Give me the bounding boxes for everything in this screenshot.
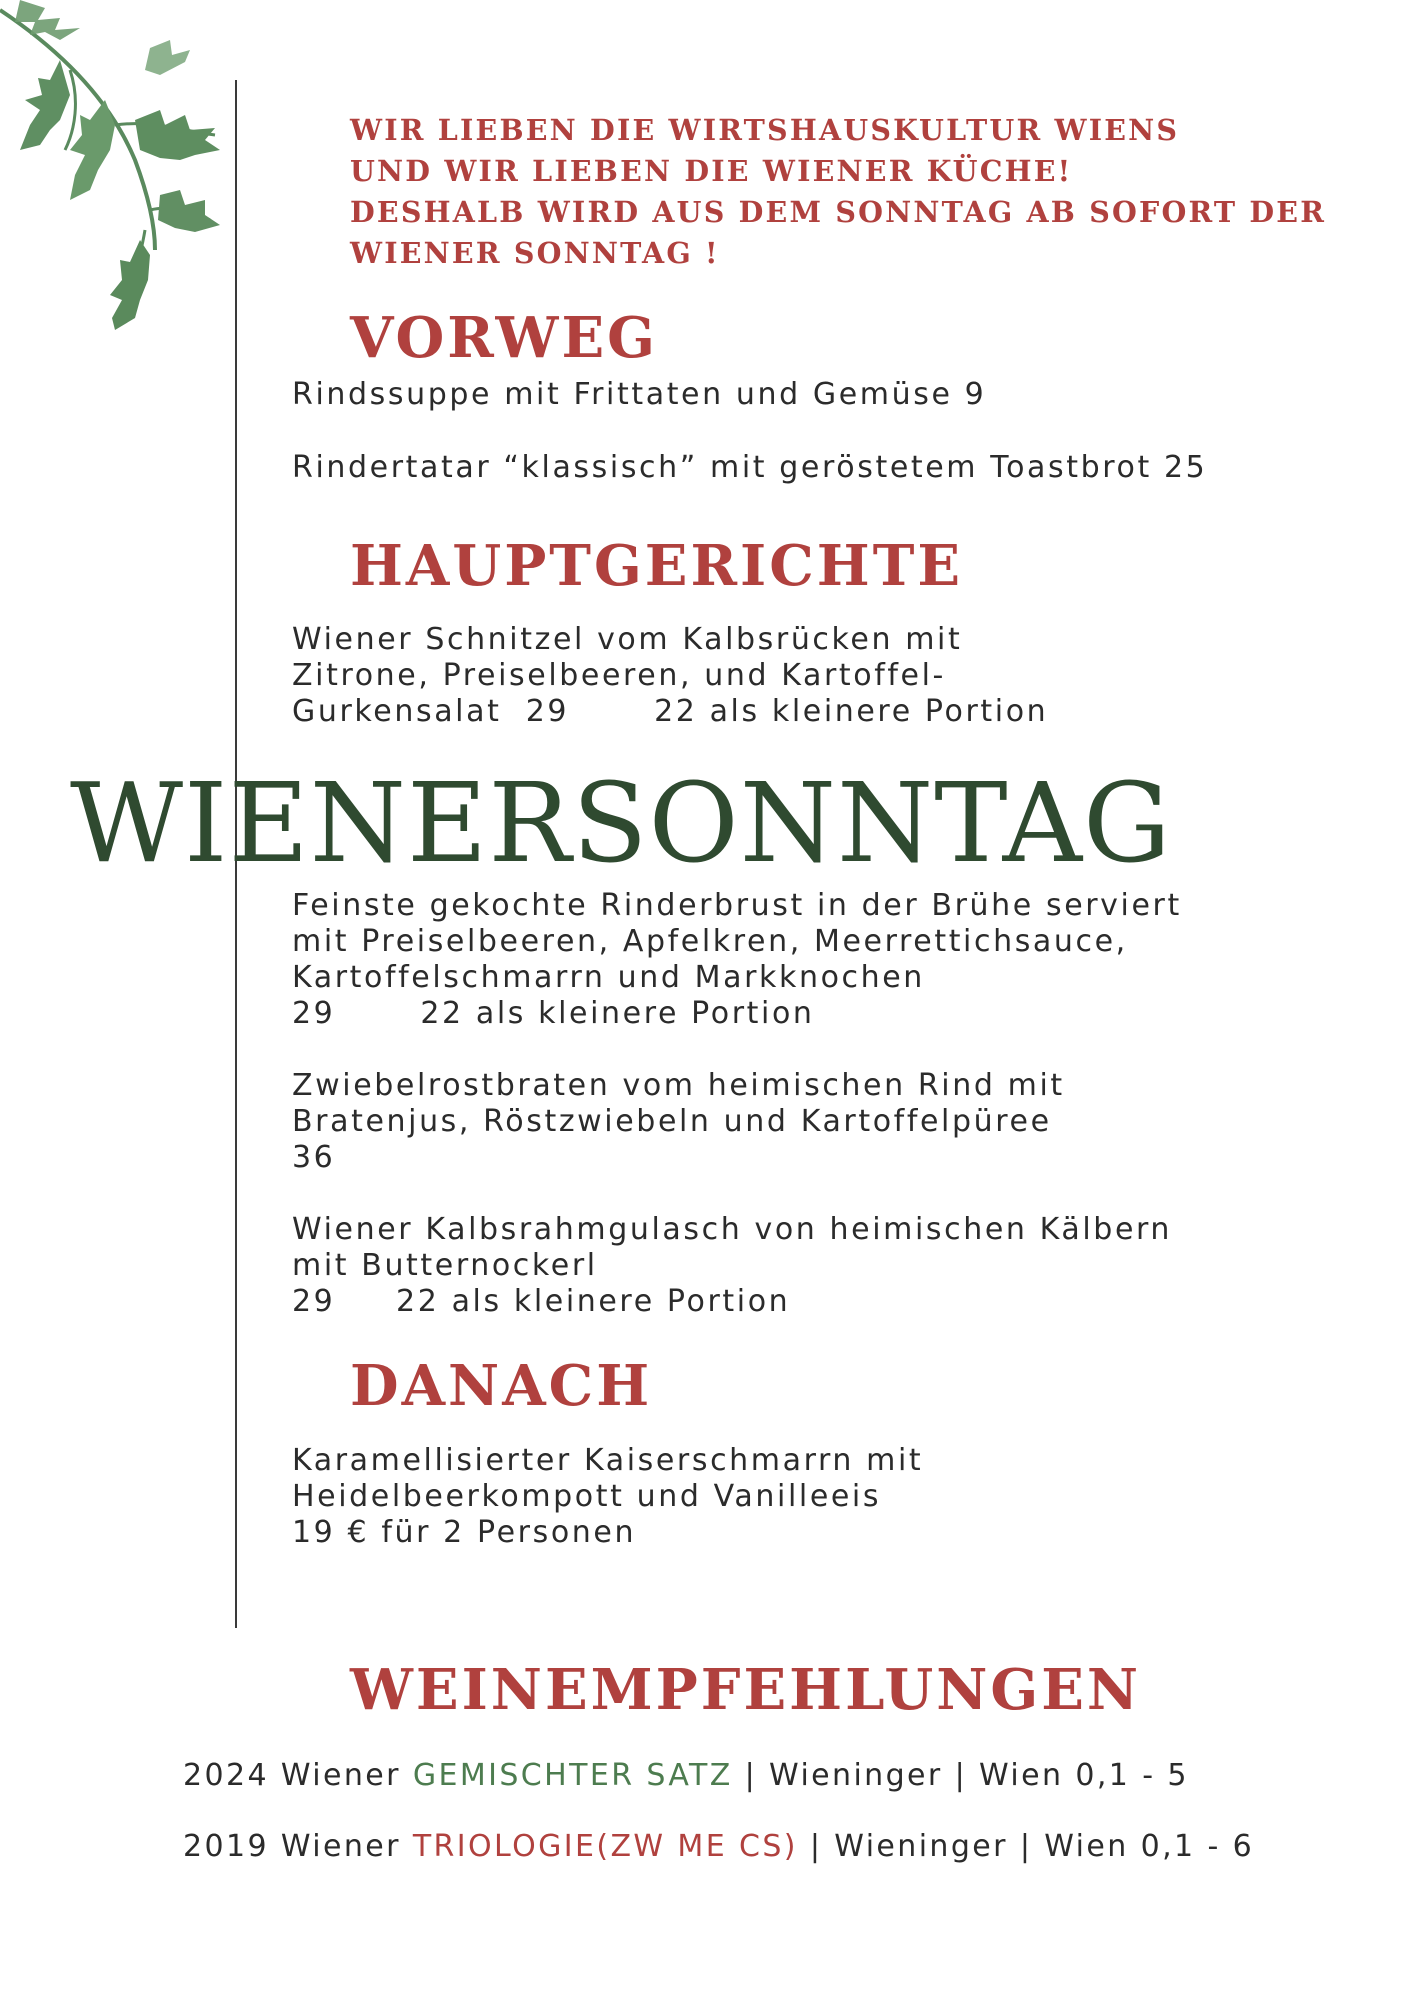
menu-item-text: Zitrone, Preiselbeeren, und Kartoffel- bbox=[292, 658, 946, 693]
wine-details: | Wieninger | Wien 0,1 - 6 bbox=[797, 1829, 1255, 1864]
menu-item bbox=[292, 450, 1352, 486]
section-title-vorweg: VORWEG bbox=[350, 305, 658, 371]
menu-item-text: Rindertatar “klassisch” mit geröstetem Toastbrot 25 bbox=[292, 450, 1208, 485]
wine-name: GEMISCHTER SATZ bbox=[412, 1758, 733, 1793]
menu-item-text: Zwiebelrostbraten vom heimischen Rind mit bbox=[292, 1068, 1065, 1103]
menu-item bbox=[292, 622, 1352, 730]
wine-details: | Wieninger | Wien 0,1 - 5 bbox=[732, 1758, 1189, 1793]
menu-item-text: Rindssuppe mit Frittaten und Gemüse 9 bbox=[292, 377, 987, 412]
intro-line: WIR LIEBEN DIE WIRTSHAUSKULTUR WIENS bbox=[350, 113, 1180, 147]
menu-item-text: Kartoffelschmarrn und Markknochen bbox=[292, 960, 925, 995]
menu-item-text: 29 22 als kleinere Portion bbox=[292, 996, 815, 1031]
section-title-hauptgerichte: HAUPTGERICHTE bbox=[350, 533, 964, 599]
intro-line: DESHALB WIRD AUS DEM SONNTAG AB SOFORT DER bbox=[350, 195, 1327, 229]
menu-item-text: 36 bbox=[292, 1140, 336, 1175]
menu-item-text: Karamellisierter Kaiserschmarrn mit bbox=[292, 1443, 924, 1478]
menu-item bbox=[292, 888, 1352, 1032]
menu-item-text: Bratenjus, Röstzwiebeln und Kartoffelpüree bbox=[292, 1104, 1052, 1139]
menu-item bbox=[292, 377, 1352, 413]
menu-item bbox=[292, 1068, 1352, 1176]
menu-item-text: Wiener Schnitzel vom Kalbsrücken mit bbox=[292, 622, 963, 657]
menu-item-text: 19 € für 2 Personen bbox=[292, 1515, 637, 1550]
menu-item-text: Feinste gekochte Rinderbrust in der Brühe serviert bbox=[292, 888, 1182, 923]
wine-prefix: 2019 Wiener bbox=[183, 1829, 413, 1864]
holly-branch-icon bbox=[0, 0, 240, 340]
menu-item bbox=[292, 1212, 1352, 1320]
menu-item-text: Gurkensalat 29 22 als kleinere Portion bbox=[292, 694, 1049, 729]
intro-text bbox=[350, 110, 1370, 274]
menu-item-text: 29 22 als kleinere Portion bbox=[292, 1284, 791, 1319]
intro-line: WIENER SONNTAG ! bbox=[350, 236, 720, 270]
wine-recommendation bbox=[183, 1758, 1383, 1794]
menu-item-text: Heidelbeerkompott und Vanilleeis bbox=[292, 1479, 882, 1514]
menu-item-text: Wiener Kalbsrahmgulasch von heimischen Kälbern bbox=[292, 1212, 1173, 1247]
wine-recommendation bbox=[183, 1829, 1383, 1865]
menu-item-text: mit Preiselbeeren, Apfelkren, Meerrettichsauce, bbox=[292, 924, 1128, 959]
menu-item bbox=[292, 1443, 1352, 1551]
wine-name: TRIOLOGIE(ZW ME CS) bbox=[412, 1829, 798, 1864]
wordmark-wienersonntag: WIENERSONNTAG bbox=[70, 759, 1172, 887]
section-title-weinempfehlungen: WEINEMPFEHLUNGEN bbox=[350, 1657, 1142, 1723]
section-title-danach: DANACH bbox=[350, 1353, 653, 1419]
intro-line: UND WIR LIEBEN DIE WIENER KÜCHE! bbox=[350, 154, 1073, 188]
wine-prefix: 2024 Wiener bbox=[183, 1758, 413, 1793]
menu-item-text: mit Butternockerl bbox=[292, 1248, 598, 1283]
